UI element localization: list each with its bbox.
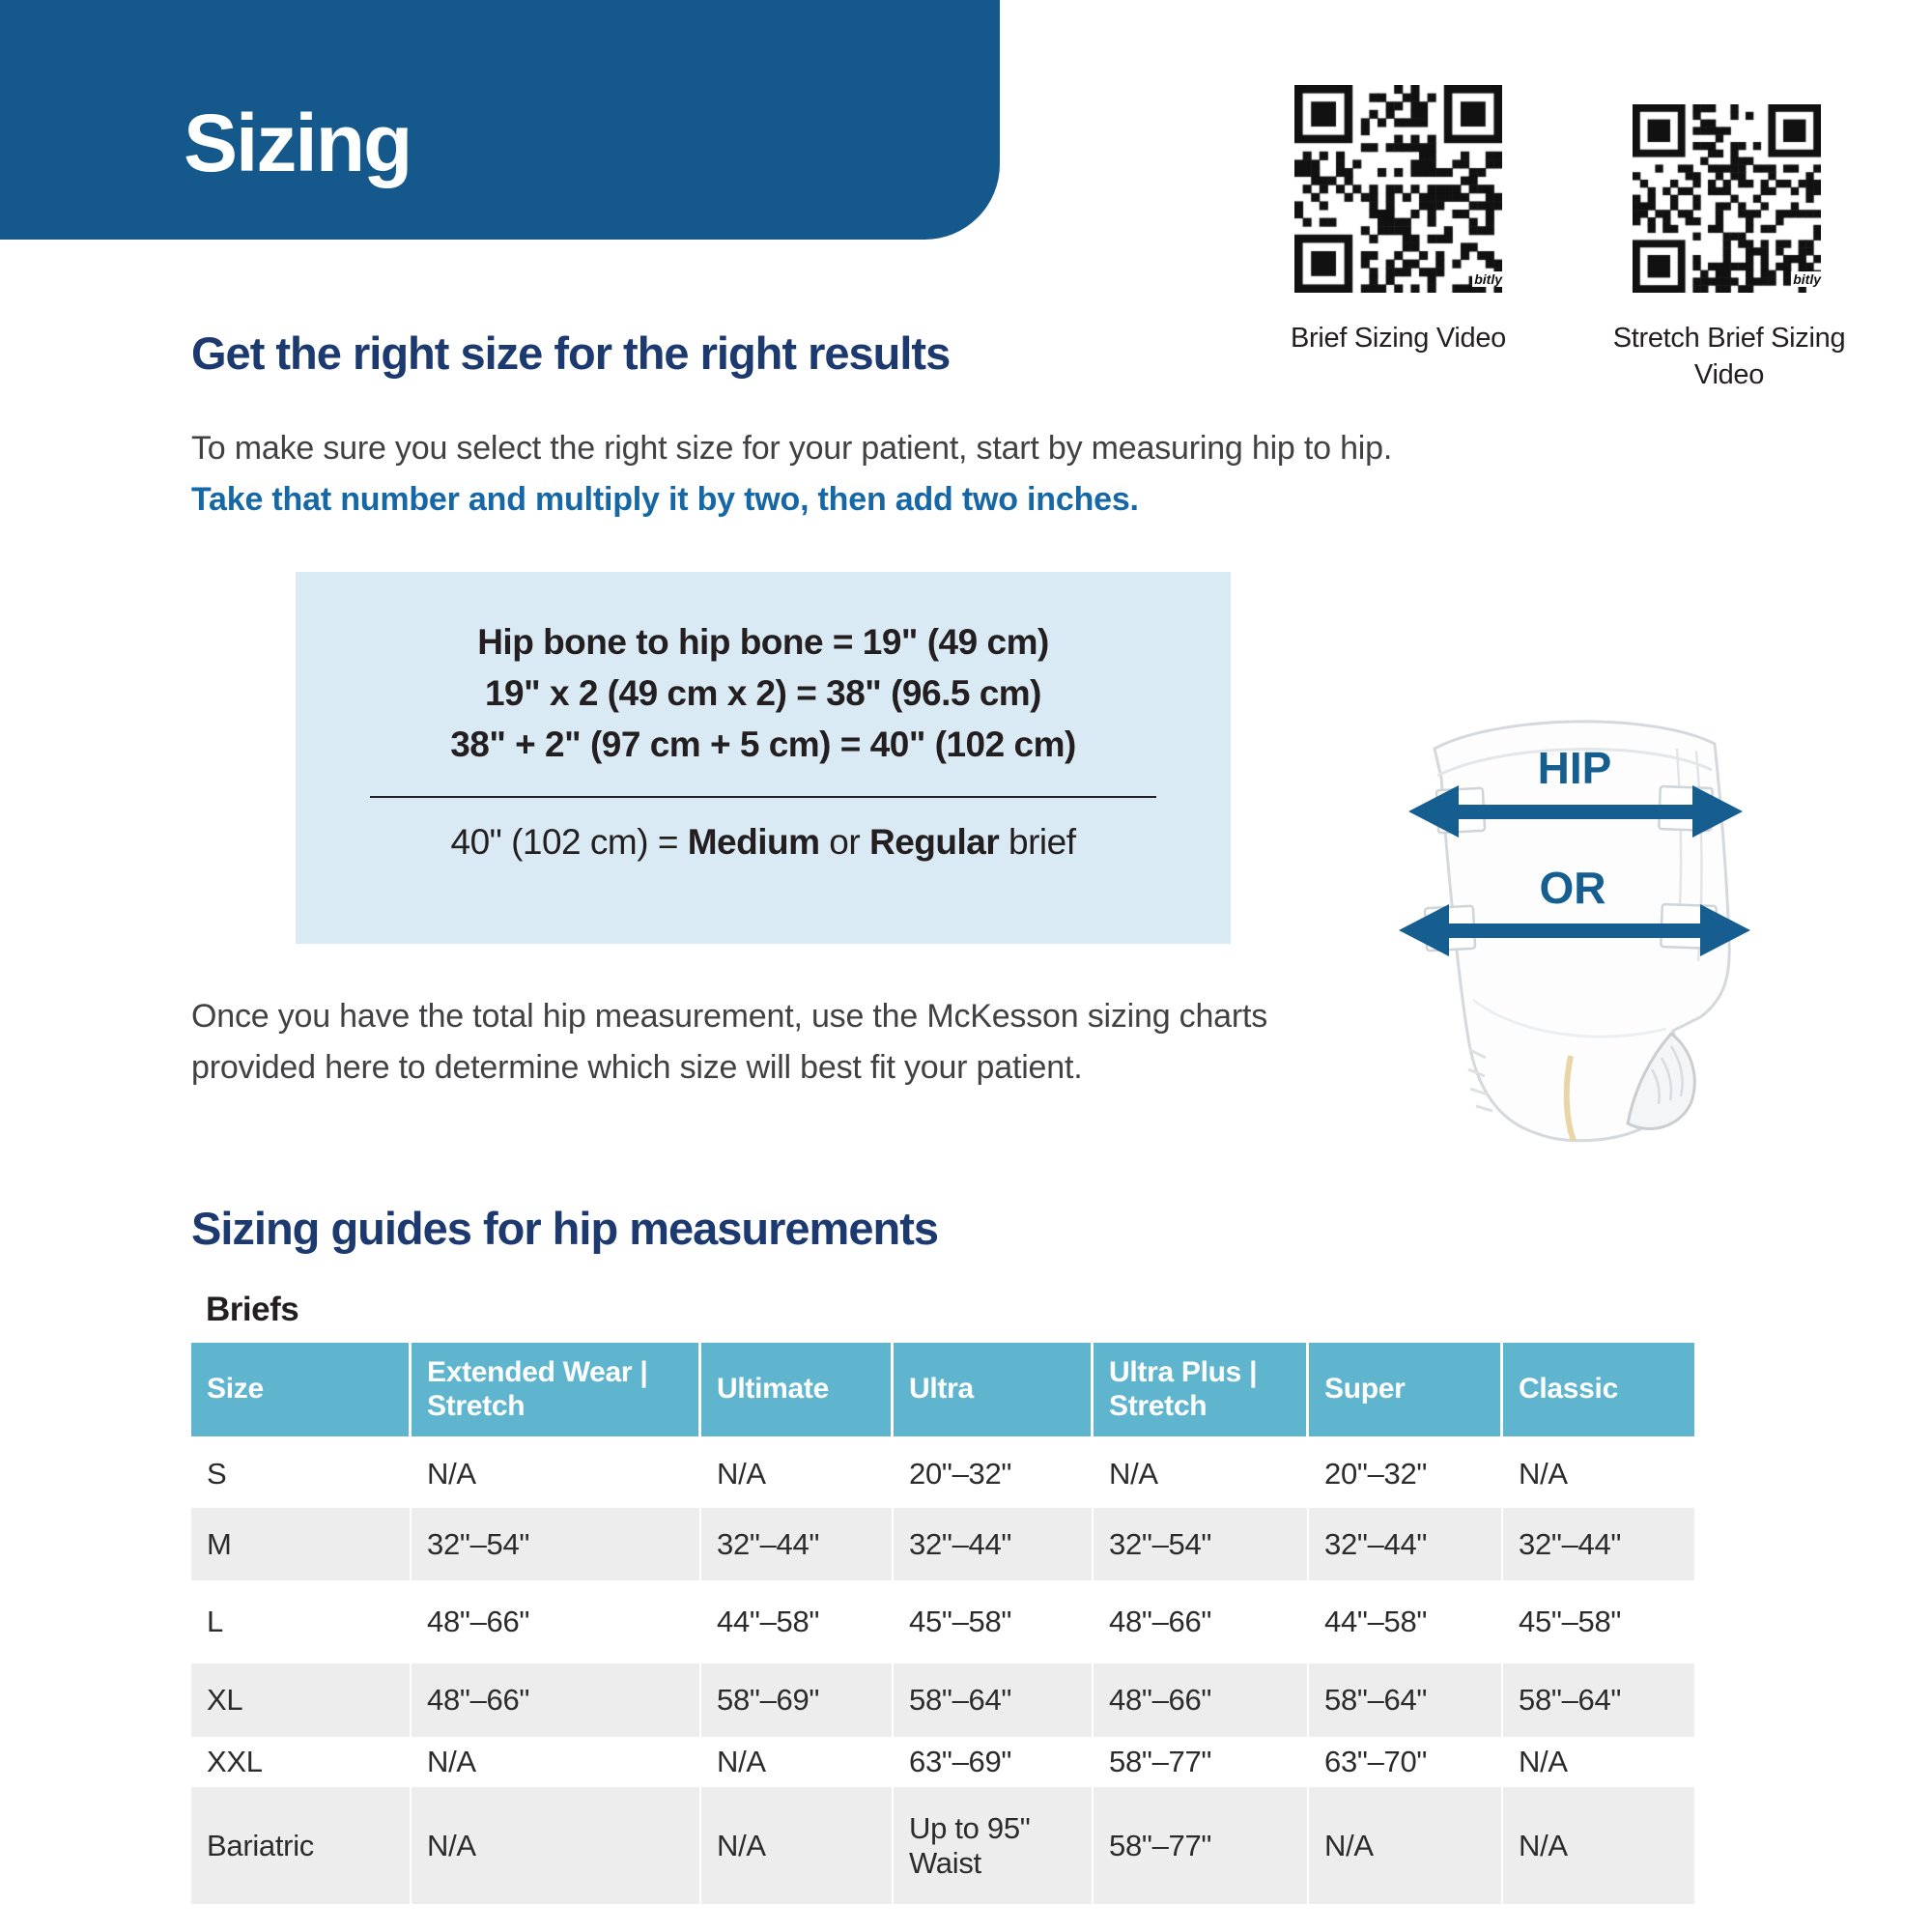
table-row-m [191,1508,1694,1580]
table-cell: 32"–44" [701,1508,894,1580]
table-cell: N/A [1519,1456,1568,1491]
table-row-bariatric [191,1787,1694,1904]
table-cell: N/A [701,1787,894,1904]
calc-divider [370,796,1155,798]
hip-label: HIP [1537,743,1612,793]
table-cell: Up to 95" Waist [894,1787,1094,1904]
table-subheading-briefs: Briefs [206,1291,299,1328]
table-cell: N/A [1503,1787,1694,1904]
bitly-watermark: bitly [1793,271,1821,287]
column-header-ultra-plus-stretch: Ultra Plus | Stretch [1094,1343,1309,1439]
table-row-xl [191,1663,1694,1737]
table-cell: 20"–32" [1309,1439,1503,1508]
calc-line-1: Hip bone to hip bone = 19" (49 cm) [477,622,1049,662]
table-cell: 48"–66" [412,1663,701,1737]
table-cell: 32"–54" [1094,1508,1309,1580]
table-cell: 32"–44" [894,1508,1094,1580]
qr-caption-stretch-brief-sizing: Stretch Brief Sizing Video [1612,323,1846,390]
column-header-super: Super [1309,1343,1503,1439]
outro-paragraph: Once you have the total hip measurement, use the McKesson sizing charts provided here to determine which size will best fit your patient. [191,998,1268,1087]
row-size-label: Bariatric [191,1787,412,1904]
calc-result-prefix: 40" (102 cm) = [450,822,688,862]
table-row-xxl [191,1737,1694,1787]
table-cell: N/A [412,1439,701,1508]
table-cell: N/A [1519,1745,1568,1779]
row-size-label: M [191,1508,412,1580]
qr-code-brief-sizing-image [1294,85,1502,293]
qr-caption-brief-sizing: Brief Sizing Video [1291,323,1506,354]
table-cell: 48"–66" [412,1580,701,1663]
table-cell: 63"–70" [1309,1737,1503,1787]
row-size-label: XL [191,1663,412,1737]
intro-paragraph [191,423,1418,526]
table-cell: N/A [412,1787,701,1904]
table-cell: 45"–58" [894,1580,1094,1663]
table-cell: 32"–44" [1503,1508,1694,1580]
table-section-heading: Sizing guides for hip measurements [191,1203,938,1254]
calc-result-or: or [819,822,869,862]
briefs-sizing-table [191,1343,1694,1904]
bitly-watermark: bitly [1474,271,1502,287]
table-cell: 58"–64" [894,1663,1094,1737]
table-cell: 32"–54" [412,1508,701,1580]
calc-result-medium: Medium [687,822,820,862]
table-cell: 58"–77" [1094,1787,1309,1904]
column-header-ultra: Ultra [894,1343,1094,1439]
qr-code-stretch-brief-sizing [1633,104,1821,293]
table-cell: N/A [1094,1439,1309,1508]
table-cell: 45"–58" [1519,1605,1622,1639]
qr-code-brief-sizing [1294,85,1502,293]
brief-illustration [1381,691,1768,1150]
column-header-ultimate: Ultimate [701,1343,894,1439]
table-cell: 44"–58" [701,1580,894,1663]
calc-line-3: 38" + 2" (97 cm + 5 cm) = 40" (102 cm) [450,724,1076,764]
row-size-label: S [191,1439,412,1508]
table-cell: 20"–32" [894,1439,1094,1508]
table-cell: 48"–66" [1094,1663,1309,1737]
intro-paragraph-emphasis: Take that number and multiply it by two, then add two inches. [191,481,1139,519]
table-cell: 48"–66" [1094,1580,1309,1663]
column-header-size: Size [191,1343,412,1439]
intro-heading: Get the right size for the right results [191,327,951,379]
table-cell: 63"–69" [894,1737,1094,1787]
or-label: OR [1539,863,1606,913]
table-cell: 58"–64" [1309,1663,1503,1737]
table-header-row [191,1343,1694,1439]
table-cell: 58"–77" [1094,1737,1309,1787]
column-header-extended-wear-stretch: Extended Wear | Stretch [412,1343,701,1439]
table-cell: 58"–69" [701,1663,894,1737]
table-cell: N/A [412,1737,701,1787]
calc-result-suffix: brief [999,822,1076,862]
table-cell: N/A [701,1439,894,1508]
page-title: Sizing [184,98,412,188]
header-banner [0,0,1000,240]
table-row-s [191,1439,1694,1508]
row-size-label: L [191,1580,412,1663]
intro-paragraph-regular: To make sure you select the right size for your patient, start by measuring hip to hip. [191,430,1393,467]
table-cell: 58"–64" [1503,1663,1694,1737]
table-row-l [191,1580,1694,1663]
table-cell: 32"–44" [1309,1508,1503,1580]
calc-result-line [296,822,1231,863]
row-size-label: XXL [191,1737,412,1787]
qr-code-stretch-brief-sizing-image [1633,104,1821,293]
table-cell: 44"–58" [1309,1580,1503,1663]
column-header-classic: Classic [1503,1343,1694,1439]
calc-line-2: 19" x 2 (49 cm x 2) = 38" (96.5 cm) [484,673,1042,713]
table-cell: N/A [1309,1787,1503,1904]
calculation-example-box [296,572,1231,944]
table-cell: N/A [701,1737,894,1787]
calc-result-regular: Regular [868,822,1000,862]
